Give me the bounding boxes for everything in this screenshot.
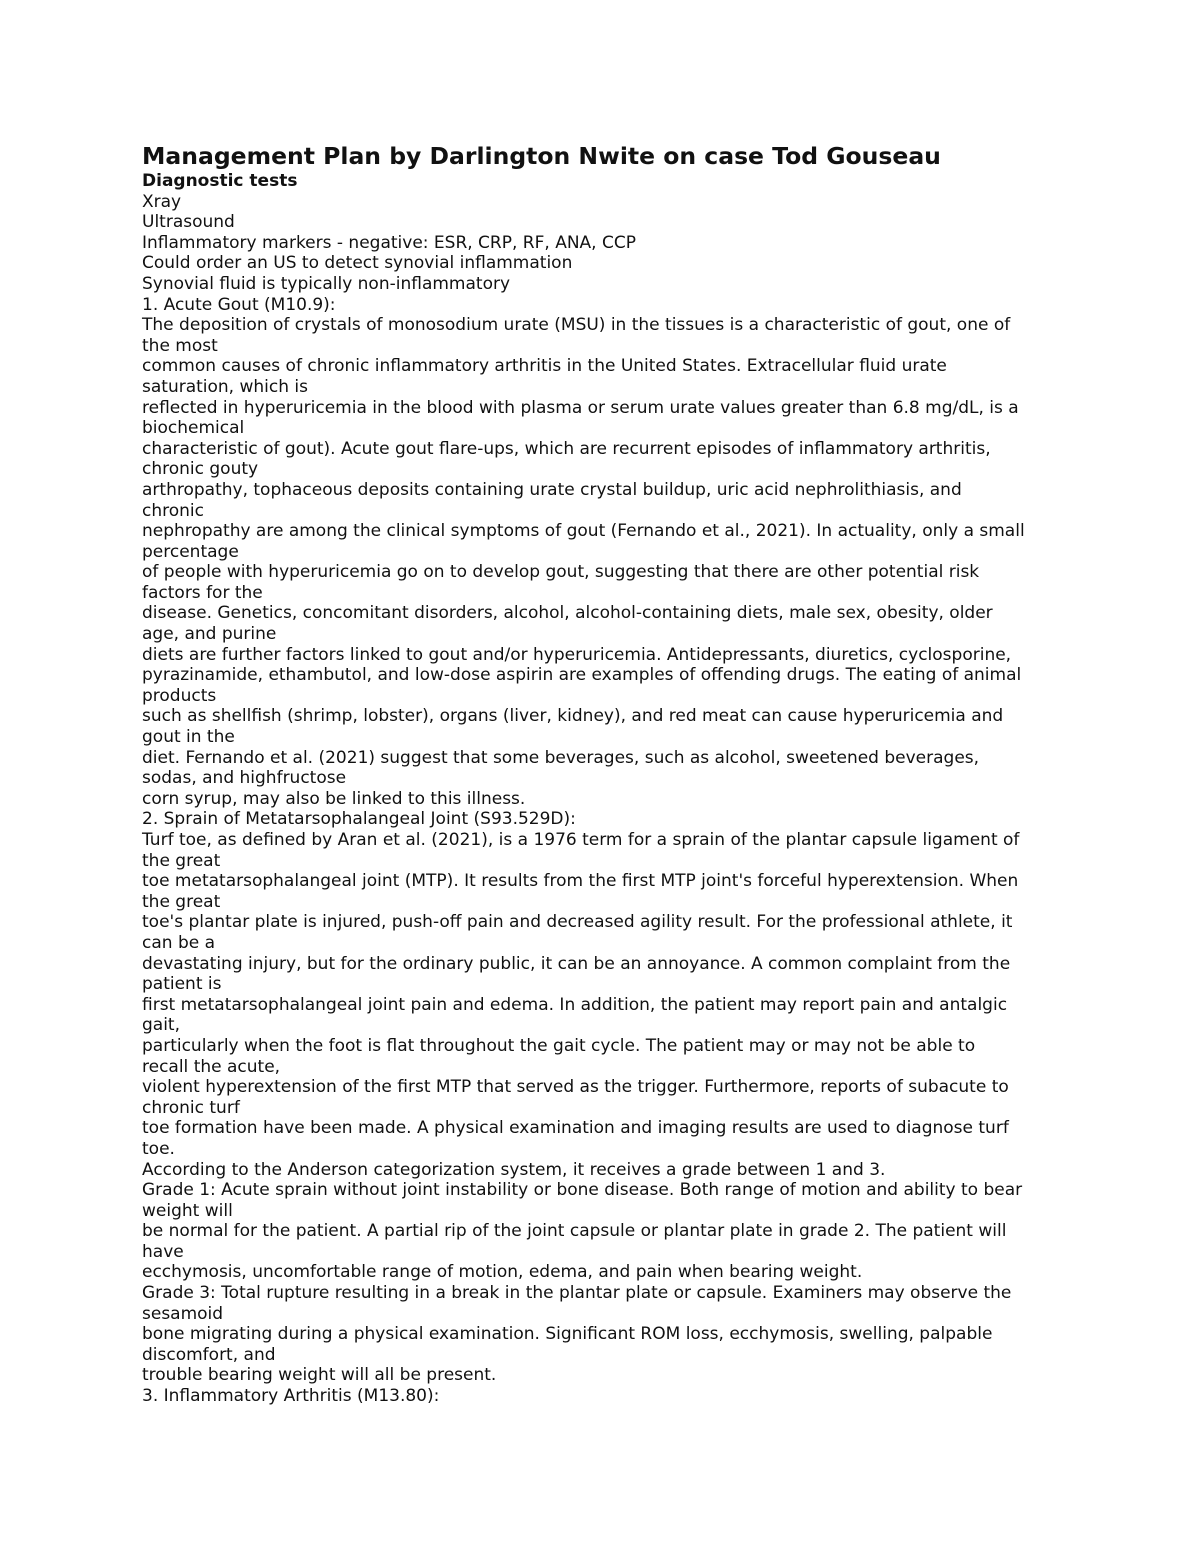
text-line: saturation, which is bbox=[142, 376, 308, 397]
text-line: nephropathy are among the clinical symptoms of gout (Fernando et al., 2021). In actuality, only a small bbox=[142, 521, 1025, 542]
text-line: percentage bbox=[142, 541, 239, 562]
document-title: Management Plan by Darlington Nwite on case Tod Gouseau bbox=[142, 142, 941, 170]
text-line: toe metatarsophalangeal joint (MTP). It results from the first MTP joint's forceful hyperextension. When bbox=[142, 871, 1019, 892]
text-line: such as shellfish (shrimp, lobster), organs (liver, kidney), and red meat can cause hyperuricemia and bbox=[142, 706, 1004, 727]
text-line: gout in the bbox=[142, 727, 235, 748]
text-line: diets are further factors linked to gout and/or hyperuricemia. Antidepressants, diuretics, cyclosporine, bbox=[142, 644, 1012, 665]
text-line: can be a bbox=[142, 932, 216, 953]
text-line: gait, bbox=[142, 1015, 181, 1036]
text-line: violent hyperextension of the first MTP that served as the trigger. Furthermore, reports of subacute to bbox=[142, 1077, 1009, 1098]
text-line: of people with hyperuricemia go on to develop gout, suggesting that there are other potential risk bbox=[142, 562, 980, 583]
section-heading: Diagnostic tests bbox=[142, 171, 298, 191]
text-line: have bbox=[142, 1241, 184, 1262]
text-line: Synovial fluid is typically non-inflammatory bbox=[142, 273, 511, 294]
text-line: sesamoid bbox=[142, 1303, 224, 1324]
text-line: be normal for the patient. A partial rip of the joint capsule or plantar plate in grade 2. The patient will bbox=[142, 1221, 1007, 1242]
text-line: discomfort, and bbox=[142, 1344, 276, 1365]
text-line: first metatarsophalangeal joint pain and edema. In addition, the patient may report pain and antalgic bbox=[142, 994, 1008, 1015]
text-line: The deposition of crystals of monosodium urate (MSU) in the tissues is a characteristic of gout, one of bbox=[142, 315, 1011, 336]
text-line: Grade 3: Total rupture resulting in a break in the plantar plate or capsule. Examiners may observe the bbox=[142, 1283, 1012, 1304]
text-line: products bbox=[142, 685, 217, 706]
text-line: Could order an US to detect synovial inflammation bbox=[142, 253, 573, 274]
text-line: bone migrating during a physical examination. Significant ROM loss, ecchymosis, swelling, palpable bbox=[142, 1324, 993, 1345]
text-line: 2. Sprain of Metatarsophalangeal Joint (S93.529D): bbox=[142, 809, 576, 830]
text-line: Inflammatory markers - negative: ESR, CRP, RF, ANA, CCP bbox=[142, 232, 636, 253]
text-line: common causes of chronic inflammatory arthritis in the United States. Extracellular fluid urate bbox=[142, 356, 947, 377]
body-text bbox=[142, 192, 1072, 1407]
text-line: the great bbox=[142, 850, 221, 871]
text-line: recall the acute, bbox=[142, 1056, 281, 1077]
text-line: biochemical bbox=[142, 418, 245, 439]
text-line: weight will bbox=[142, 1200, 233, 1221]
document-body bbox=[142, 141, 1072, 1407]
text-line: chronic turf bbox=[142, 1097, 240, 1118]
text-line: the great bbox=[142, 891, 221, 912]
text-line: corn syrup, may also be linked to this illness. bbox=[142, 788, 526, 809]
text-line: chronic bbox=[142, 500, 204, 521]
text-line: trouble bearing weight will all be present. bbox=[142, 1365, 497, 1386]
text-line: particularly when the foot is flat throughout the gait cycle. The patient may or may not be able to bbox=[142, 1035, 976, 1056]
text-line: 1. Acute Gout (M10.9): bbox=[142, 294, 336, 315]
text-line: Grade 1: Acute sprain without joint instability or bone disease. Both range of motion and ability to bear bbox=[142, 1180, 1023, 1201]
text-line: arthropathy, tophaceous deposits containing urate crystal buildup, uric acid nephrolithiasis, and bbox=[142, 479, 962, 500]
text-line: According to the Anderson categorization system, it receives a grade between 1 and 3. bbox=[142, 1159, 886, 1180]
text-line: Xray bbox=[142, 191, 182, 212]
text-line: sodas, and highfructose bbox=[142, 768, 347, 789]
text-line: 3. Inflammatory Arthritis (M13.80): bbox=[142, 1386, 440, 1407]
text-line: toe. bbox=[142, 1138, 175, 1159]
text-line: the most bbox=[142, 335, 218, 356]
text-line: characteristic of gout). Acute gout flare-ups, which are recurrent episodes of inflammatory arthritis, bbox=[142, 438, 991, 459]
text-line: disease. Genetics, concomitant disorders, alcohol, alcohol-containing diets, male sex, obesity, older bbox=[142, 603, 993, 624]
text-line: patient is bbox=[142, 974, 222, 995]
text-line: toe's plantar plate is injured, push-off pain and decreased agility result. For the professional athlete, it bbox=[142, 912, 1013, 933]
text-line: toe formation have been made. A physical examination and imaging results are used to diagnose turf bbox=[142, 1118, 1009, 1139]
text-line: pyrazinamide, ethambutol, and low-dose aspirin are examples of offending drugs. The eating of animal bbox=[142, 665, 1022, 686]
text-line: devastating injury, but for the ordinary public, it can be an annoyance. A common complaint from the bbox=[142, 953, 1011, 974]
text-line: factors for the bbox=[142, 582, 263, 603]
text-line: ecchymosis, uncomfortable range of motion, edema, and pain when bearing weight. bbox=[142, 1262, 863, 1283]
text-line: Ultrasound bbox=[142, 212, 235, 233]
text-line: reflected in hyperuricemia in the blood with plasma or serum urate values greater than 6.8 mg/dL, is a bbox=[142, 397, 1019, 418]
text-line: Turf toe, as defined by Aran et al. (2021), is a 1976 term for a sprain of the plantar capsule ligament of bbox=[142, 830, 1020, 850]
text-line: age, and purine bbox=[142, 624, 277, 645]
text-line: diet. Fernando et al. (2021) suggest that some beverages, such as alcohol, sweetened beverages, bbox=[142, 747, 980, 768]
text-line: chronic gouty bbox=[142, 459, 259, 480]
